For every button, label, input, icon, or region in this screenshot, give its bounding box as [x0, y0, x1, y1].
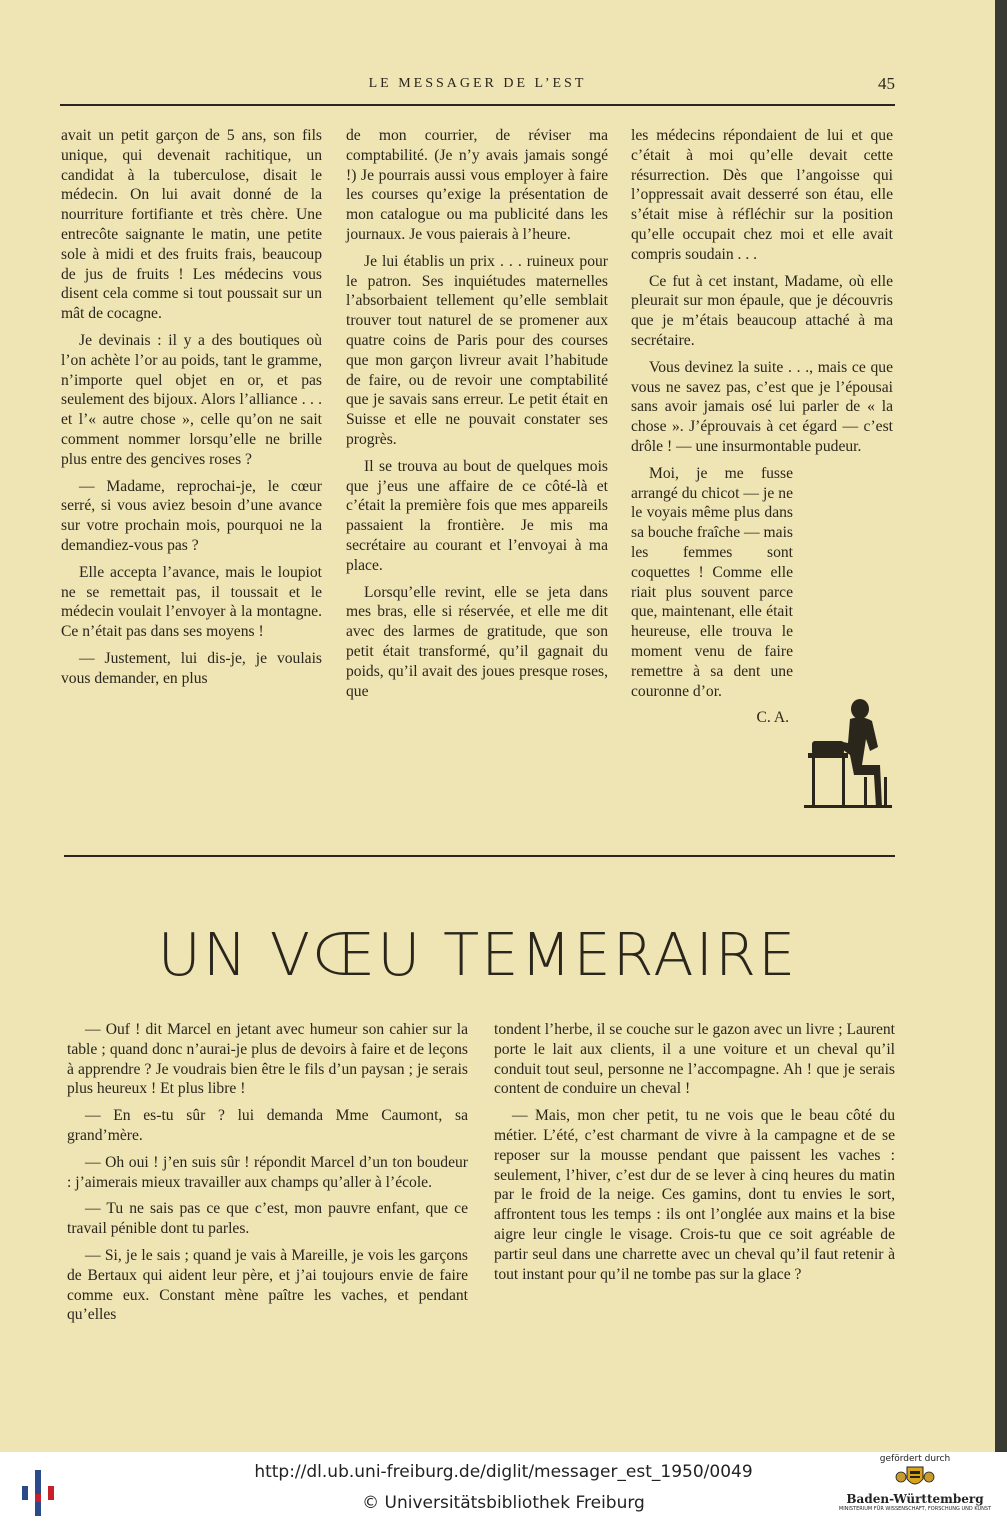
- footer-bar: [0, 1452, 1007, 1527]
- sponsor-label: gefördert durch: [879, 1454, 951, 1464]
- story1-column-3: [631, 126, 893, 735]
- paragraph: Vous devinez la suite . . ., mais ce que vous ne savez pas, c’est que je l’épousai sans avoir jamais osé lui parler de « la chose ». J’éprouvais à cet égard — c’est drôle ! — une insurmontable pudeur.: [631, 358, 893, 455]
- running-title: LE MESSAGER DE L’EST: [368, 76, 587, 91]
- story2-column-2: [494, 1020, 895, 1291]
- paragraph: — Ouf ! dit Marcel en jetant avec humeur son cahier sur la table ; quand donc n’aurai-je plus de devoirs à faire et de leçons à apprendre ? Je voudrais bien être le fils d’un paysan ; je serais plus heureux ! Et plus libre !: [67, 1021, 468, 1098]
- sponsor-name: Baden-Württemberg: [846, 1492, 984, 1506]
- paragraph: avait un petit garçon de 5 ans, son fils unique, qui devenait rachitique, un candidat à la tuberculose, disait le médecin. On lui avait donné de la nourriture fortifiante et très chère. Une entrecôte saignante le matin, une petite sole à midi et des fruits frais, beaucoup de jus de fruits ! Les médecins vous disent cela comme si tout poussait sur un mât de cocagne.: [61, 127, 322, 323]
- story2-column-1: [67, 1020, 468, 1332]
- paragraph: — En es-tu sûr ? lui demanda Mme Caumont, sa grand’mère.: [67, 1107, 468, 1144]
- paragraph: Moi, je me fusse arrangé du chicot — je ne le voyais même plus dans sa bouche fraîche — mais les femmes sont coquettes ! Comme elle riait plus souvent parce que, maintenant, elle était heureuse, elle trouva le moment venu de faire remettre à sa dent une couronne d’or.: [631, 464, 793, 700]
- state-crest-icon: [895, 1465, 935, 1491]
- paragraph: Elle accepta l’avance, mais le loupiot ne se remettait pas, il toussait et le médecin voulait l’envoyer à la montagne. Ce n’était pas dans ses moyens !: [61, 563, 322, 641]
- document-url-link[interactable]: http://dl.ub.uni-freiburg.de/diglit/messager_est_1950/0049: [254, 1462, 753, 1482]
- page-header: [60, 74, 895, 106]
- paragraph: — Si, je le sais ; quand je vais à Mareille, je vois les garçons de Bertaux qui aident leur père, et j’ai toujours envie de faire comme eux. Constant mène paître les vaches, et pendant qu’elles: [67, 1246, 468, 1324]
- paragraph: — Mais, mon cher petit, tu ne vois que le beau côté du métier. L’été, c’est charmant de vivre à la campagne et de se reposer sur la mousse pendant que paissent les vaches : seulement, l’hiver, c’est dur de se lever à cinq heures du matin par le froid de la neige. Ces gamins, dont tu envies le sort, affrontent tous les temps : ils ont l’onglée aux mains et la bise aigre leur cingle le visage. Crois-tu que ce soit agréable de partir seul dans une charrette avec un cheval qu’il faut retenir à tout instant pour qu’il ne tombe pas sur la glace ?: [494, 1107, 895, 1283]
- paragraph: — Tu ne sais pas ce que c’est, mon pauvre enfant, que ce travail pénible dont tu parles.: [67, 1200, 468, 1238]
- paragraph: Lorsqu’elle revint, elle se jeta dans mes bras, elle si réservée, et elle me dit avec des larmes de gratitude, que son petit était transformé, qu’il gagnait du poids, qu’il avait des joues presque roses, que: [346, 583, 608, 700]
- paragraph: Je devinais : il y a des boutiques où l’on achète l’or au poids, tant le gramme, n’importe quel objet en or, et pas seulement des bijoux. Alors l’alliance . . . et l’« autre chose », celle qu’on ne sait comment nommer lorsqu’elle ne brille plus entre des gencives roses ?: [61, 331, 322, 468]
- page-number: 45: [878, 74, 895, 93]
- paragraph: Il se trouva au bout de quelques mois que j’eus une affaire de ce côté-là et c’était la première fois que mes appareils passaient la frontière. Je mis ma secrétaire au courant et l’envoyai à ma place.: [346, 457, 608, 574]
- article-title: UN VŒU TEMERAIRE: [157, 920, 798, 989]
- paragraph: — Madame, reprochai-je, le cœur serré, si vous aviez besoin d’une avance sur votre prochain mois, pourquoi ne la demandiez-vous pas ?: [61, 477, 322, 554]
- section-divider: [64, 855, 895, 857]
- paragraph: Je lui établis un prix . . . ruineux pour le patron. Ses inquiétudes maternelles l’absorbaient tellement qu’elle semblait trouver tout naturel de se promener aux quatre coins de Paris pour des courses que mon garçon livreur avait l’habitude de faire, ou de revoir une comptabilité que je savais sans erreur. Le petit était en Suisse et elle ne pouvait constater ses progrès.: [346, 252, 608, 448]
- author-signature: C. A.: [756, 709, 789, 727]
- story1-column-1: [61, 126, 322, 696]
- scan-edge: [995, 0, 1007, 1452]
- copyright-notice: © Universitätsbibliothek Freiburg: [362, 1493, 645, 1513]
- paragraph: les médecins répondaient de lui et que c’était à moi qu’elle devait cette résurrection. Dès que l’angoisse qui l’oppressait avait desserré son étau, elle s’était mise à réfléchir sur la position qu’elle occupait chez moi et elle avait compris soudain . . .: [631, 127, 893, 263]
- paragraph: — Justement, lui dis-je, je voulais vous demander, en plus: [61, 649, 322, 687]
- sponsor-ministry: MINISTERIUM FÜR WISSENSCHAFT, FORSCHUNG UND KUNST: [838, 1506, 992, 1512]
- typist-illustration: [802, 695, 894, 815]
- paragraph: de mon courrier, de réviser ma comptabilité. (Je n’y avais jamais songé !) Je pourrais aussi vous employer à faire les courses qu’exige la présentation de mon catalogue ou ma publicité dans les journaux. Je vous paierais à l’heure.: [346, 127, 608, 243]
- paragraph: — Oh oui ! j’en suis sûr ! répondit Marcel d’un ton boudeur : j’aimerais mieux travailler aux champs qu’aller à l’école.: [67, 1153, 468, 1191]
- paragraph: Ce fut à cet instant, Madame, où elle pleurait sur mon épaule, que je découvris que je m’étais beaucoup attaché à ma secrétaire.: [631, 272, 893, 349]
- paragraph: tondent l’herbe, il se couche sur le gazon avec un livre ; Laurent porte le lait aux clients, il a une voiture et un cheval qu’il conduit tout seul, personne ne l’accompagne. Ah ! que je serais content de conduire un cheval !: [494, 1021, 895, 1098]
- sponsor-block: [835, 1454, 995, 1512]
- story1-column-2: [346, 126, 608, 708]
